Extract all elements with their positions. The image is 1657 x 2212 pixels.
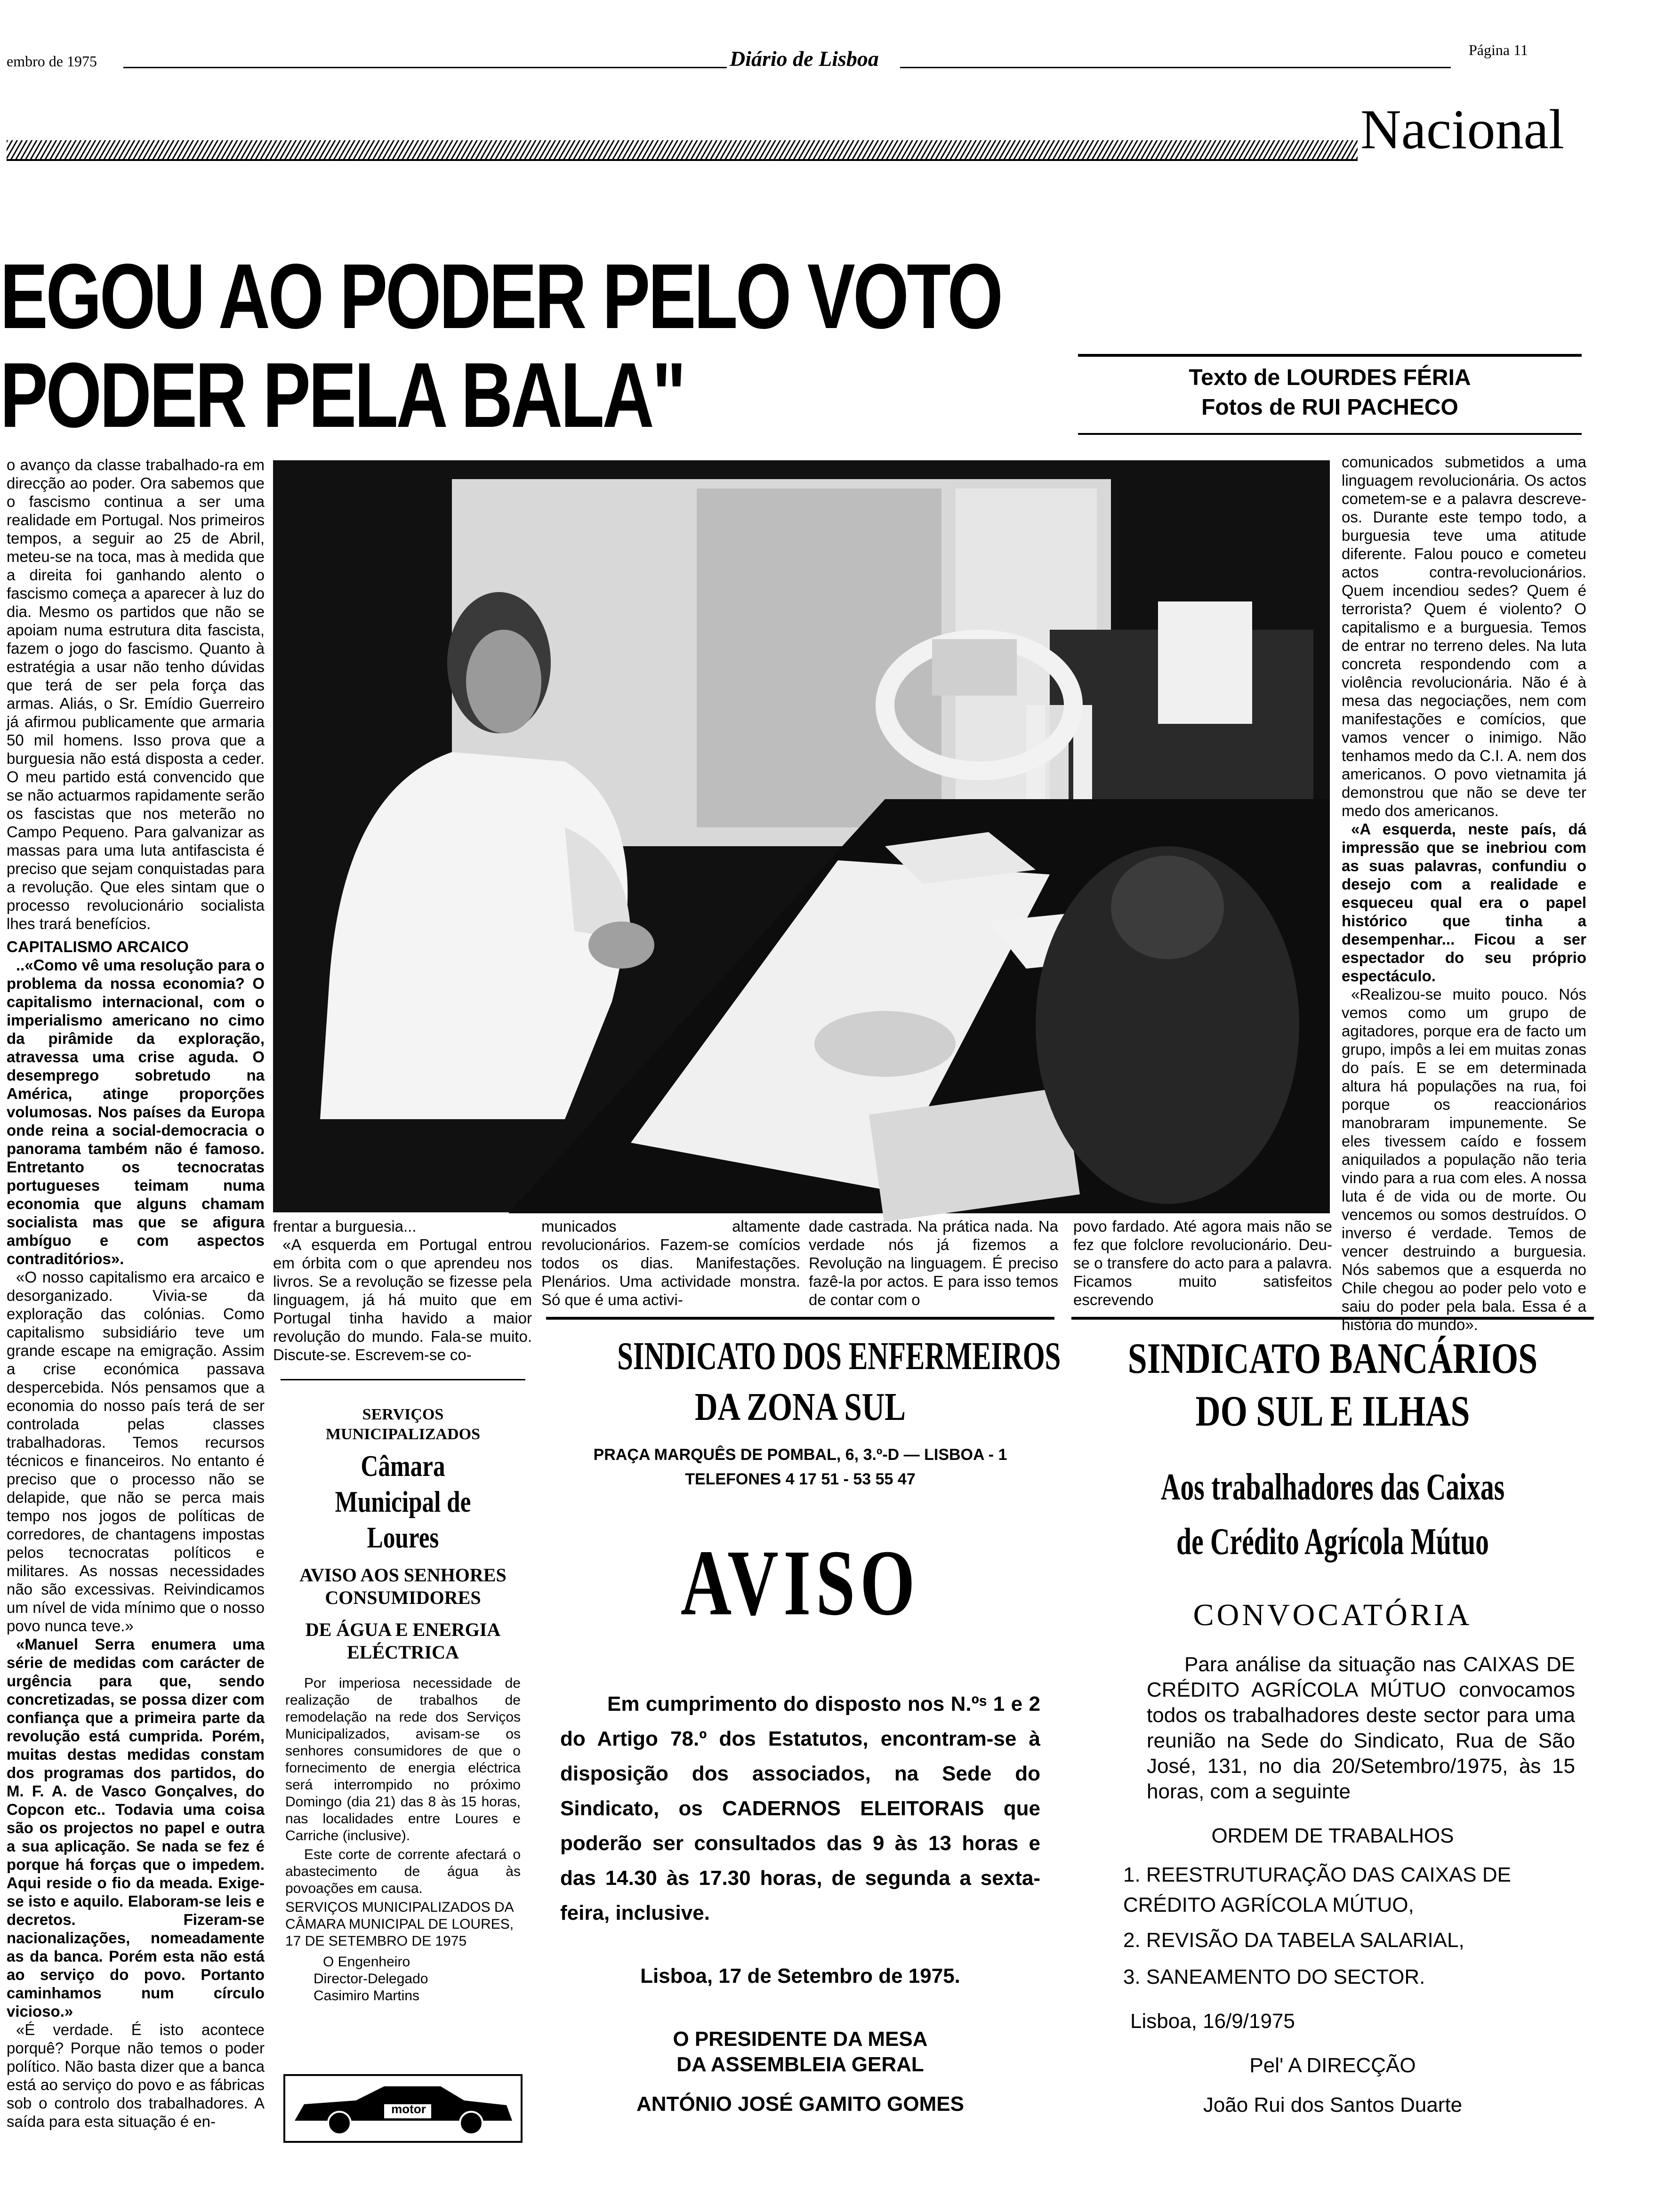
enfermeiros-address: PRAÇA MARQUÊS DE POMBAL, 6, 3.º-D — LISBOA - 1 bbox=[593, 1446, 1007, 1464]
bancarios-sub-1: Aos trabalhadores das Caixas bbox=[1160, 1467, 1505, 1508]
loures-line-2: Câmara Municipal de Loures bbox=[335, 1449, 471, 1554]
credit-photo: Fotos de RUI PACHECO bbox=[1201, 395, 1458, 420]
bancarios-sig-2: João Rui dos Santos Duarte bbox=[1203, 2093, 1463, 2116]
ad-loures bbox=[281, 1379, 525, 2141]
col6-paragraph: «A esquerda, neste país, dá impressão que se inebriou com as suas palavras, confundiu o desejo com a realidade e esqueceu qual era o papel histórico que tinha a desempenhar... Ficou a ser espectador do seu próprio espectáculo. bbox=[1342, 820, 1586, 985]
col1-paragraph: «Manuel Serra enumera uma série de medidas com carácter de urgência para que, sendo concretizadas, se possa dizer com confiança que a primeira parte da revolução está cumprida. Porém, muitas destas medidas constam dos programas dos partidos, do M. F. A. de Vasco Gonçalves, do Copcon etc.. Todavia uma coisa são os projectos no papel e outra a sua aplicação. Se nada se fez é porque há forças que o impedem. Aqui reside o fio da meada. Exige-se isto e aquilo. Elaboram-se leis e decretos. Fizeram-se nacionalizações, nomeadamente as da banca. Porém esta não está ao serviço do povo. Portanto caminhamos num círculo vicioso.» bbox=[7, 1635, 265, 2020]
col4-paragraph: dade castrada. Na prática nada. Na verdade nós já fizemos a Revolução na linguagem. É preciso fazê-la por actos. E para isso temos de contar com o bbox=[809, 1218, 1058, 1308]
headline-line-1: EGOU AO PODER PELO VOTO bbox=[0, 245, 1001, 348]
headline-line-2: PODER PELA BALA" bbox=[0, 344, 684, 447]
motor-box bbox=[283, 2074, 523, 2143]
loures-sig-1: SERVIÇOS MUNICIPALIZADOS DA CÂMARA MUNICIPAL DE LOURES, 17 DE SETEMBRO DE 1975 bbox=[285, 1899, 514, 1949]
loures-line-3: AVISO AOS SENHORES CONSUMIDORES bbox=[299, 1564, 507, 1608]
section-title: Nacional bbox=[1360, 98, 1565, 160]
loures-line-4: DE ÁGUA E ENERGIA ELÉCTRICA bbox=[305, 1619, 501, 1663]
col2-paragraph: «A esquerda em Portugal entrou em órbita com o que aprendeu nos livros. Se a revolução se fizesse pela linguagem, já há muito que em Portugal tinha havido a maior revolução do mundo. Fala-se muito. Discute-se. Escrevem-se co- bbox=[273, 1236, 532, 1363]
col6-paragraph: comunicados submetidos a uma linguagem revolucionária. Os actos cometem-se e a palavra descreve-os. Durante este tempo todo, a burguesia teve uma atitude diferente. Falou pouco e cometeu actos contra-revolucionários. Quem incendiou sedes? Quem é terrorista? Quem é violento? O capitalismo e a burguesia. Temos de entrar no terreno deles. Na luta concreta respondendo com a violência revolucionária. Não é à mesa das negociações, nem com manifestações e comícios, que vamos vencer o inimigo. Não tenhamos medo da C.I. A. nem dos americanos. O povo vietnamita já demonstrou que não se deve ter medo dos americanos. bbox=[1342, 453, 1586, 819]
enfermeiros-date: Lisboa, 17 de Setembro de 1975. bbox=[640, 1964, 960, 1988]
loures-sig-4: Casimiro Martins bbox=[314, 1988, 420, 2004]
enfermeiros-sig-1: O PRESIDENTE DA MESA bbox=[673, 2028, 928, 2051]
col1-paragraph: «É verdade. É isto acontece porquê? Porque não temos o poder político. Não basta dizer que a banca está ao serviço do povo e as fábricas sob o controlo dos trabalhadores. A saída para esta situação é en- bbox=[7, 2021, 265, 2130]
section-hatch-bar bbox=[7, 140, 1358, 159]
bancarios-title-1: SINDICATO BANCÁRIOS bbox=[1127, 1334, 1538, 1382]
bancarios-convocatoria: CONVOCATÓRIA bbox=[1193, 1598, 1472, 1632]
loures-body-2: Este corte de corrente afectará o abastecimento de água às povoações em causa. bbox=[285, 1847, 521, 1896]
enfermeiros-title-1: SINDICATO DOS ENFERMEIROS bbox=[617, 1334, 1061, 1378]
col1-paragraph: ..«Como vê uma resolução para o problema da nossa economia? O capitalismo internacional, com o imperialismo americano no cimo da pirâmide da exploração, atravessa uma crise aguda. O desemprego sobretudo na América, atinge proporções volumosas. Nos países da Europa onde reina a social-democracia o panorama também não é famoso. Entretanto os tecnocratas portugueses teimam numa economia que alguns chamam socialista mas que se afigura ambíguo e com aspectos contraditórios». bbox=[7, 956, 265, 1267]
article-photo bbox=[273, 460, 1330, 1212]
credit-text: Texto de LOURDES FÉRIA bbox=[1189, 365, 1471, 390]
bancarios-body: Para análise da situação nas CAIXAS DE CRÉDITO AGRÍCOLA MÚTUO convocamos todos os trabalhadores deste sector para uma reunião na Sede do Sindicato, Rua de São José, 131, no dia 20/Setembro/1975, às 15 horas, com a seguinte bbox=[1147, 1653, 1575, 1803]
enfermeiros-sig-2: DA ASSEMBLEIA GERAL bbox=[676, 2053, 924, 2076]
col1-paragraph: «O nosso capitalismo era arcaico e desorganizado. Vivia-se da exploração das colónias. Como capitalismo subsidiário teve um grande escape na emigração. Assim a crise económica passava despercebida. Nós pensamos que a economia do nosso país terá de ser controlada pelas classes trabalhadoras. Temos recursos técnicos e financeiros. No entanto é preciso que o processo não se delapide, que não se perca mais tempo nos jogos de políticas de corredores, de chantagens impostas pelos tecnocratas políticos e militares. As nossas necessidades não são excessivas. Reivindicamos um nível de vida mínimo que o nosso povo nunca teve.» bbox=[7, 1268, 265, 1635]
page-number: Página 11 bbox=[1469, 41, 1528, 58]
enfermeiros-phones: TELEFONES 4 17 51 - 53 55 47 bbox=[685, 1470, 916, 1488]
enfermeiros-aviso: AVISO bbox=[680, 1531, 920, 1635]
photo-illustration bbox=[273, 460, 1330, 1212]
bancarios-sub-2: de Crédito Agrícola Mútuo bbox=[1176, 1521, 1489, 1563]
bancarios-item-3: 3. SANEAMENTO DO SECTOR. bbox=[1123, 1965, 1425, 1988]
bancarios-item-2: 2. REVISÃO DA TABELA SALARIAL, bbox=[1123, 1929, 1464, 1952]
bancarios-date: Lisboa, 16/9/1975 bbox=[1130, 2010, 1295, 2033]
masthead: Diário de Lisboa bbox=[730, 47, 879, 71]
loures-sig-2: O Engenheiro bbox=[323, 1954, 410, 1970]
col6-paragraph: «Realizou-se muito pouco. Nós vemos como um grupo de agitadores, porque era de facto um grupo, impôs a lei em muitas zonas do país. E se em determinada altura há populações na rua, foi porque os reaccionários manobraram impunemente. Se eles tivessem caído e fossem aniquilados a população não teria vindo para a rua com eles. A nossa luta é de vida ou de morte. Ou vencemos ou somos destruídos. O inverso é verdade. Temos de vencer destruindo a burguesia. Nós sabemos que a esquerda no Chile chegou ao poder pelo voto e saiu do poder pela bala. Essa é a história do mundo». bbox=[1342, 986, 1586, 1333]
ad-bancarios bbox=[1071, 1317, 1594, 2145]
bancarios-title-2: DO SUL E ILHAS bbox=[1195, 1387, 1470, 1435]
bancarios-item-1: 1. REESTRUTURAÇÃO DAS CAIXAS DE CRÉDITO AGRÍCOLA MÚTUO, bbox=[1123, 1863, 1511, 1916]
motor-label: motor bbox=[391, 2102, 426, 2116]
enfermeiros-body: Em cumprimento do disposto nos N.ºˢ 1 e 2 do Artigo 78.º dos Estatutos, encontram-se à disposição dos associados, na Sede do Sindicato, os CADERNOS ELEITORAIS que poderão ser consultados das 9 às 13 horas e das 14.30 às 17.30 horas, de segunda a sexta-feira, inclusive. bbox=[560, 1692, 1040, 1924]
bancarios-sig-1: Pel' A DIRECÇÃO bbox=[1249, 2054, 1416, 2077]
loures-line-1: SERVIÇOS MUNICIPALIZADOS bbox=[325, 1406, 481, 1443]
col1-paragraph: o avanço da classe trabalhado-ra em direcção ao poder. Ora sabemos que o fascismo continua a ser uma realidade em Portugal. Nos primeiros tempos, a seguir ao 25 de Abril, meteu-se na toca, mas à medida que a direita foi ganhando alento o fascismo começa a aparecer à luz do dia. Mesmo os partidos que não se apoiam numa estrutura dita fascista, fazem o jogo do fascismo. Quanto à estratégia a usar não tenho dúvidas que terá de ser pela força das armas. Aliás, o Sr. Emídio Guerreiro já afirmou publicamente que armaria 50 mil homens. Isso prova que a burguesia não está disposta a ceder. O meu partido está convencido que se não actuarmos rapidamente serão os fascistas que nos meterão no Campo Pequeno. Para galvanizar as massas para uma luta antifascista é preciso que sejam conquistadas para a revolução. Que eles sintam que o processo revolucionário socialista lhes trará benefícios. bbox=[7, 456, 265, 932]
col5-paragraph: povo fardado. Até agora mais não se fez que folclore revolucionário. Deu-se o transfere do acto para a palavra. Ficamos muito satisfeitos escrevendo bbox=[1073, 1218, 1332, 1308]
col1-paragraph: CAPITALISMO ARCAICO bbox=[7, 938, 189, 955]
col2-paragraph: frentar a burguesia... bbox=[273, 1218, 417, 1235]
bancarios-ordem: ORDEM DE TRABALHOS bbox=[1211, 1824, 1454, 1847]
enfermeiros-sig-3: ANTÓNIO JOSÉ GAMITO GOMES bbox=[636, 2092, 964, 2116]
article-column-1 bbox=[7, 456, 265, 2159]
article-column-6 bbox=[1342, 453, 1586, 1333]
header-date: embro de 1975 bbox=[7, 53, 97, 70]
enfermeiros-title-2: DA ZONA SUL bbox=[694, 1385, 906, 1429]
loures-sig-3: Director-Delegado bbox=[314, 1971, 428, 1987]
article-column-2 bbox=[273, 1217, 532, 1363]
loures-body-1: Por imperiosa necessidade de realização de trabalhos de remodelação na rede dos Serviços Municipalizados, avisam-se os senhores consumidores de que o fornecimento de energia eléctrica será interrompido no próximo Domingo (dia 21) das 8 às 15 horas, nas localidades entre Loures e Carriche (inclusive). bbox=[285, 1675, 521, 1843]
ad-enfermeiros bbox=[546, 1317, 1061, 2145]
col3-paragraph: municados altamente revolucionários. Fazem-se comícios todos os dias. Manifestações. Plenários. Uma actividade monstra. Só que é uma activi- bbox=[541, 1218, 800, 1308]
